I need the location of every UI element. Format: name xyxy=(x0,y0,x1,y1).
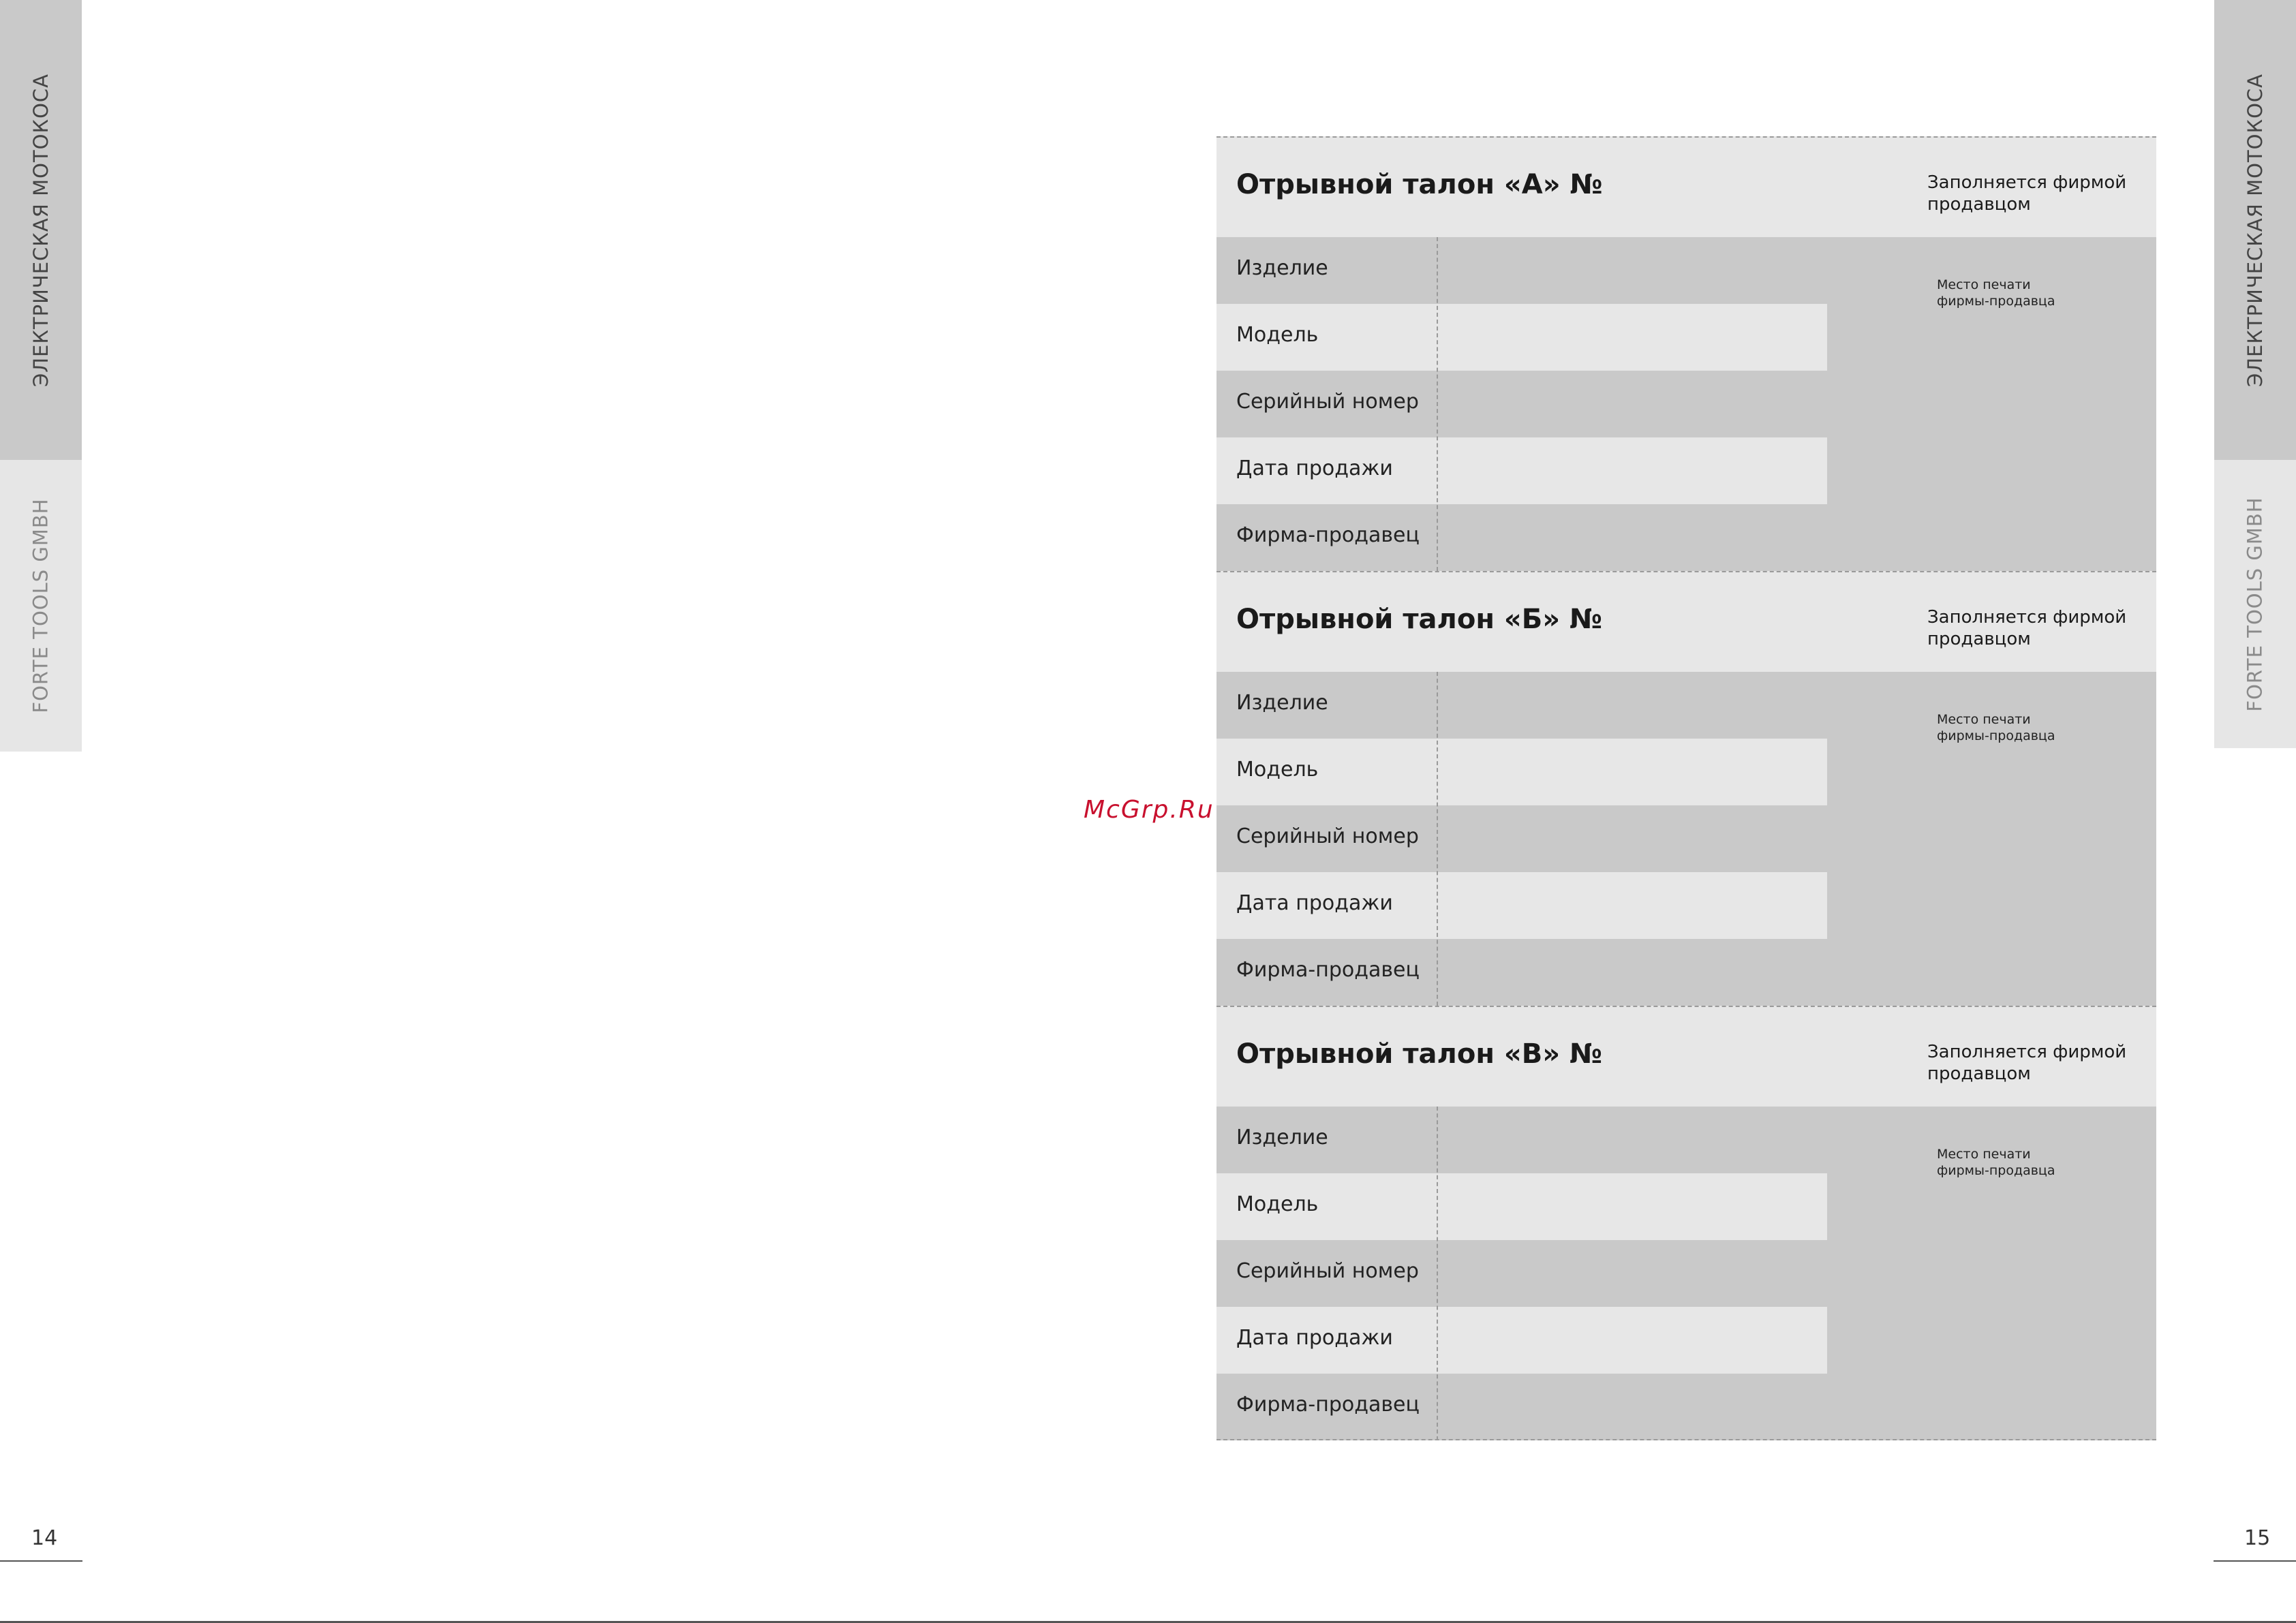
coupon-row-seller xyxy=(1216,939,2156,1006)
stamp-area: Место печати фирмы-продавца xyxy=(1937,712,2055,743)
coupon-body xyxy=(1216,1107,2156,1440)
coupon-note: Заполняется фирмой продавцом xyxy=(1927,1042,2127,1084)
left-side-tab-brand-text: FORTE TOOLS GMBH xyxy=(29,498,52,713)
field-label: Серийный номер xyxy=(1236,1259,1419,1283)
right-side-tab-brand-text: FORTE TOOLS GMBH xyxy=(2244,496,2267,712)
field-label: Серийный номер xyxy=(1236,390,1419,414)
coupon-c xyxy=(1216,1006,2156,1440)
field-label: Модель xyxy=(1236,758,1319,782)
coupon-row-date xyxy=(1216,872,1827,939)
coupon-row-model xyxy=(1216,1173,1827,1240)
coupon-row-seller xyxy=(1216,504,2156,571)
left-side-tab-title xyxy=(0,0,82,460)
stamp-area: Место печати фирмы-продавца xyxy=(1937,1147,2055,1178)
field-label: Модель xyxy=(1236,323,1319,347)
field-label: Дата продажи xyxy=(1236,891,1393,915)
coupon-header xyxy=(1216,571,2156,672)
coupon-row-serial xyxy=(1216,371,2156,437)
field-label: Изделие xyxy=(1236,1126,1328,1149)
cut-line xyxy=(1437,1107,1438,1440)
cut-line xyxy=(1437,237,1438,571)
coupon-row-date xyxy=(1216,437,1827,504)
page-number-left: 14 xyxy=(31,1526,58,1550)
page-number-right: 15 xyxy=(2244,1526,2271,1550)
coupon-row-serial xyxy=(1216,805,2156,872)
coupon-row-model xyxy=(1216,304,1827,371)
coupon-header xyxy=(1216,1006,2156,1107)
coupon-title: Отрывной талон «А» № xyxy=(1236,169,1603,200)
page-rule-left xyxy=(0,1560,82,1562)
coupon-note: Заполняется фирмой продавцом xyxy=(1927,172,2127,215)
coupon-row-serial xyxy=(1216,1240,2156,1307)
field-label: Серийный номер xyxy=(1236,824,1419,848)
coupon-note: Заполняется фирмой продавцом xyxy=(1927,607,2127,649)
stamp-area: Место печати фирмы-продавца xyxy=(1937,277,2055,309)
right-side-tab-title xyxy=(2214,0,2296,460)
coupon-row-seller xyxy=(1216,1374,2156,1440)
field-label: Изделие xyxy=(1236,691,1328,715)
field-label: Дата продажи xyxy=(1236,457,1393,480)
field-label: Фирма-продавец xyxy=(1236,958,1420,982)
coupon-body xyxy=(1216,672,2156,1006)
coupon-bottom-cut-line xyxy=(1216,1439,2156,1440)
cut-line xyxy=(1437,672,1438,1006)
field-label: Фирма-продавец xyxy=(1236,523,1420,547)
field-label: Изделие xyxy=(1236,256,1328,280)
field-label: Модель xyxy=(1236,1192,1319,1216)
coupon-a xyxy=(1216,136,2156,571)
field-label: Фирма-продавец xyxy=(1236,1393,1420,1417)
coupon-body xyxy=(1216,237,2156,571)
right-side-tab-brand xyxy=(2214,460,2296,748)
page-rule-right xyxy=(2214,1560,2296,1562)
watermark: McGrp.Ru xyxy=(1084,796,1214,824)
left-side-tab-brand xyxy=(0,460,82,752)
field-label: Дата продажи xyxy=(1236,1326,1393,1350)
coupon-title: Отрывной талон «В» № xyxy=(1236,1038,1603,1070)
coupon-header xyxy=(1216,136,2156,237)
coupon-row-model xyxy=(1216,739,1827,805)
coupon-b xyxy=(1216,571,2156,1006)
coupon-title: Отрывной талон «Б» № xyxy=(1236,604,1603,635)
right-side-tab-title-text: ЭЛЕКТРИЧЕСКАЯ МОТОКОСА xyxy=(2244,73,2267,387)
left-side-tab-title-text: ЭЛЕКТРИЧЕСКАЯ МОТОКОСА xyxy=(29,73,53,387)
coupon-row-date xyxy=(1216,1307,1827,1374)
